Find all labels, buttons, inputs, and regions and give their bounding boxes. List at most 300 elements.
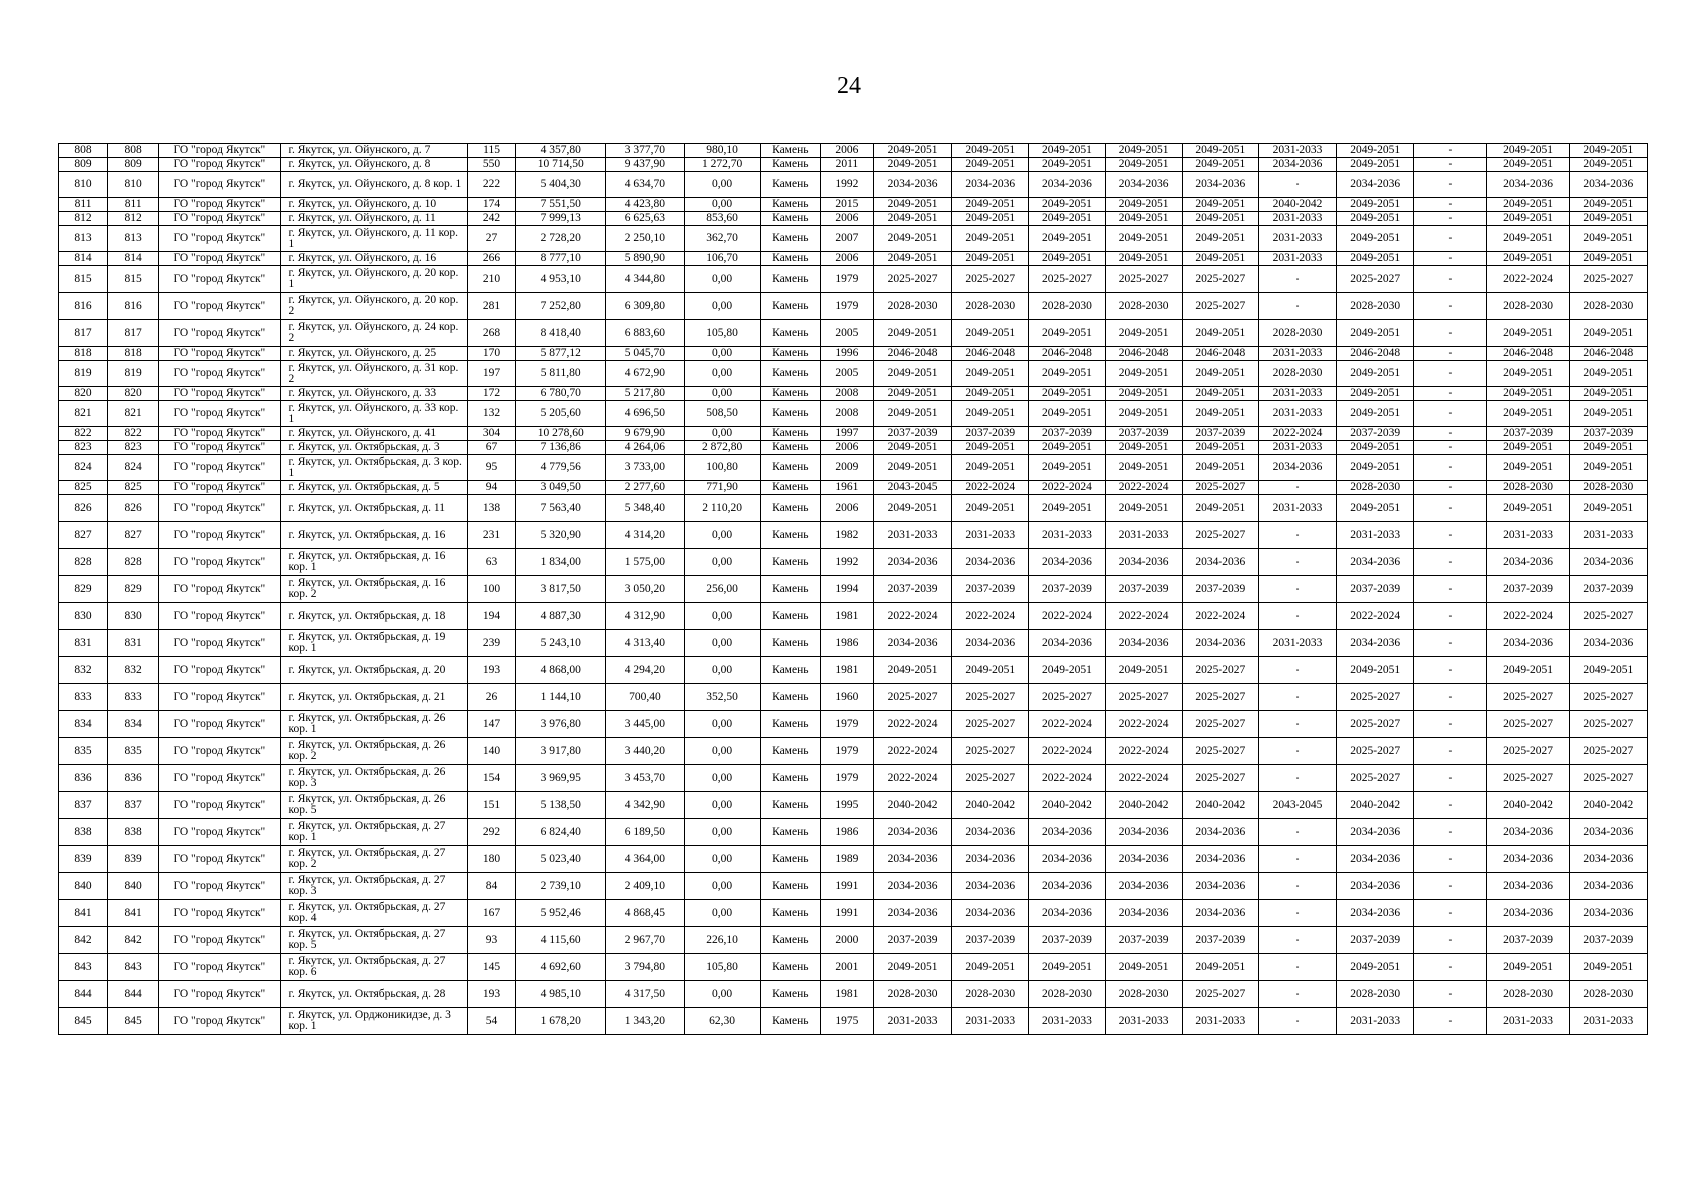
cell-year-built: 1979 bbox=[820, 738, 873, 765]
cell-period-3: 2025-2027 bbox=[1029, 266, 1105, 293]
cell-total-area: 4 115,60 bbox=[516, 927, 606, 954]
cell-living-area: 1 343,20 bbox=[606, 1008, 684, 1035]
cell-period-2: 2022-2024 bbox=[952, 481, 1029, 495]
cell-period-8: - bbox=[1414, 293, 1487, 320]
cell-period-4: 2049-2051 bbox=[1105, 320, 1182, 347]
cell-nonresidential-area: 508,50 bbox=[684, 401, 760, 427]
cell-period-2: 2034-2036 bbox=[952, 873, 1029, 900]
cell-residents: 140 bbox=[468, 738, 516, 765]
cell-period-7: 2025-2027 bbox=[1337, 684, 1414, 711]
cell-period-5: 2049-2051 bbox=[1182, 954, 1258, 981]
cell-period-9: 2037-2039 bbox=[1487, 576, 1569, 603]
cell-period-10: 2049-2051 bbox=[1569, 158, 1647, 172]
cell-period-7: 2025-2027 bbox=[1337, 738, 1414, 765]
table-row bbox=[59, 684, 1648, 711]
cell-address: г. Якутск, ул. Октябрьская, д. 27 кор. 1 bbox=[280, 819, 467, 846]
cell-period-5: 2049-2051 bbox=[1182, 252, 1258, 266]
cell-nonresidential-area: 226,10 bbox=[684, 927, 760, 954]
cell-period-2: 2034-2036 bbox=[952, 846, 1029, 873]
table-row bbox=[59, 387, 1648, 401]
cell-object-number: 837 bbox=[108, 792, 159, 819]
cell-period-6: - bbox=[1258, 481, 1336, 495]
cell-residents: 93 bbox=[468, 927, 516, 954]
cell-period-5: 2025-2027 bbox=[1182, 657, 1258, 684]
table-row bbox=[59, 657, 1648, 684]
cell-period-1: 2022-2024 bbox=[873, 603, 951, 630]
cell-year-built: 1991 bbox=[820, 900, 873, 927]
cell-nonresidential-area: 980,10 bbox=[684, 144, 760, 158]
cell-address: г. Якутск, ул. Октябрьская, д. 11 bbox=[280, 495, 467, 522]
cell-object-number: 844 bbox=[108, 981, 159, 1008]
cell-period-6: - bbox=[1258, 981, 1336, 1008]
cell-wall-material: Камень bbox=[760, 158, 820, 172]
cell-total-area: 7 999,13 bbox=[516, 212, 606, 226]
cell-address: г. Якутск, ул. Ойунского, д. 25 bbox=[280, 347, 467, 361]
cell-row-number: 842 bbox=[59, 927, 108, 954]
cell-object-number: 836 bbox=[108, 765, 159, 792]
table-row bbox=[59, 711, 1648, 738]
cell-row-number: 834 bbox=[59, 711, 108, 738]
cell-year-built: 2005 bbox=[820, 320, 873, 347]
cell-period-4: 2049-2051 bbox=[1105, 212, 1182, 226]
cell-period-2: 2025-2027 bbox=[952, 738, 1029, 765]
cell-address: г. Якутск, ул. Октябрьская, д. 26 кор. 2 bbox=[280, 738, 467, 765]
cell-total-area: 5 205,60 bbox=[516, 401, 606, 427]
cell-period-8: - bbox=[1414, 927, 1487, 954]
cell-period-3: 2049-2051 bbox=[1029, 361, 1105, 387]
cell-period-5: 2049-2051 bbox=[1182, 387, 1258, 401]
cell-period-1: 2022-2024 bbox=[873, 738, 951, 765]
cell-period-8: - bbox=[1414, 981, 1487, 1008]
table-row bbox=[59, 144, 1648, 158]
cell-period-4: 2049-2051 bbox=[1105, 361, 1182, 387]
table-row bbox=[59, 846, 1648, 873]
cell-period-1: 2049-2051 bbox=[873, 455, 951, 481]
cell-period-8: - bbox=[1414, 684, 1487, 711]
cell-year-built: 1975 bbox=[820, 1008, 873, 1035]
cell-period-9: 2040-2042 bbox=[1487, 792, 1569, 819]
cell-period-7: 2049-2051 bbox=[1337, 320, 1414, 347]
cell-residents: 167 bbox=[468, 900, 516, 927]
cell-period-4: 2034-2036 bbox=[1105, 549, 1182, 576]
cell-period-7: 2034-2036 bbox=[1337, 172, 1414, 198]
cell-residents: 54 bbox=[468, 1008, 516, 1035]
cell-period-7: 2028-2030 bbox=[1337, 981, 1414, 1008]
cell-period-8: - bbox=[1414, 495, 1487, 522]
cell-period-9: 2037-2039 bbox=[1487, 427, 1569, 441]
cell-period-1: 2046-2048 bbox=[873, 347, 951, 361]
cell-period-9: 2028-2030 bbox=[1487, 481, 1569, 495]
cell-period-6: 2031-2033 bbox=[1258, 401, 1336, 427]
cell-municipality: ГО "город Якутск" bbox=[159, 144, 280, 158]
cell-municipality: ГО "город Якутск" bbox=[159, 873, 280, 900]
cell-period-3: 2049-2051 bbox=[1029, 144, 1105, 158]
cell-address: г. Якутск, ул. Октябрьская, д. 27 кор. 4 bbox=[280, 900, 467, 927]
cell-period-3: 2040-2042 bbox=[1029, 792, 1105, 819]
cell-living-area: 4 364,00 bbox=[606, 846, 684, 873]
cell-period-2: 2040-2042 bbox=[952, 792, 1029, 819]
cell-period-9: 2034-2036 bbox=[1487, 873, 1569, 900]
cell-residents: 132 bbox=[468, 401, 516, 427]
cell-total-area: 5 877,12 bbox=[516, 347, 606, 361]
cell-period-8: - bbox=[1414, 549, 1487, 576]
cell-period-10: 2049-2051 bbox=[1569, 657, 1647, 684]
cell-period-7: 2031-2033 bbox=[1337, 1008, 1414, 1035]
cell-nonresidential-area: 0,00 bbox=[684, 172, 760, 198]
cell-period-5: 2049-2051 bbox=[1182, 320, 1258, 347]
cell-total-area: 3 817,50 bbox=[516, 576, 606, 603]
cell-municipality: ГО "город Якутск" bbox=[159, 549, 280, 576]
cell-period-8: - bbox=[1414, 320, 1487, 347]
cell-period-8: - bbox=[1414, 900, 1487, 927]
cell-address: г. Якутск, ул. Ойунского, д. 33 кор. 1 bbox=[280, 401, 467, 427]
cell-wall-material: Камень bbox=[760, 981, 820, 1008]
cell-period-4: 2049-2051 bbox=[1105, 657, 1182, 684]
cell-year-built: 2009 bbox=[820, 455, 873, 481]
cell-living-area: 4 314,20 bbox=[606, 522, 684, 549]
cell-row-number: 819 bbox=[59, 361, 108, 387]
cell-wall-material: Камень bbox=[760, 266, 820, 293]
cell-period-5: 2034-2036 bbox=[1182, 549, 1258, 576]
table-row bbox=[59, 481, 1648, 495]
cell-period-1: 2034-2036 bbox=[873, 873, 951, 900]
cell-residents: 304 bbox=[468, 427, 516, 441]
cell-address: г. Якутск, ул. Ойунского, д. 8 bbox=[280, 158, 467, 172]
cell-period-9: 2034-2036 bbox=[1487, 900, 1569, 927]
cell-period-4: 2049-2051 bbox=[1105, 226, 1182, 252]
cell-year-built: 1979 bbox=[820, 765, 873, 792]
cell-period-1: 2049-2051 bbox=[873, 657, 951, 684]
cell-year-built: 2015 bbox=[820, 198, 873, 212]
cell-nonresidential-area: 0,00 bbox=[684, 873, 760, 900]
cell-municipality: ГО "город Якутск" bbox=[159, 293, 280, 320]
cell-nonresidential-area: 0,00 bbox=[684, 427, 760, 441]
cell-period-7: 2049-2051 bbox=[1337, 158, 1414, 172]
table-row bbox=[59, 792, 1648, 819]
cell-period-4: 2049-2051 bbox=[1105, 954, 1182, 981]
cell-period-4: 2022-2024 bbox=[1105, 481, 1182, 495]
cell-period-10: 2046-2048 bbox=[1569, 347, 1647, 361]
cell-residents: 26 bbox=[468, 684, 516, 711]
cell-total-area: 7 252,80 bbox=[516, 293, 606, 320]
cell-period-4: 2040-2042 bbox=[1105, 792, 1182, 819]
cell-period-9: 2049-2051 bbox=[1487, 212, 1569, 226]
cell-period-10: 2034-2036 bbox=[1569, 873, 1647, 900]
cell-period-4: 2022-2024 bbox=[1105, 738, 1182, 765]
cell-period-9: 2049-2051 bbox=[1487, 158, 1569, 172]
cell-living-area: 3 794,80 bbox=[606, 954, 684, 981]
cell-total-area: 1 144,10 bbox=[516, 684, 606, 711]
cell-municipality: ГО "город Якутск" bbox=[159, 320, 280, 347]
cell-year-built: 1979 bbox=[820, 266, 873, 293]
cell-period-8: - bbox=[1414, 158, 1487, 172]
cell-period-5: 2034-2036 bbox=[1182, 172, 1258, 198]
cell-nonresidential-area: 0,00 bbox=[684, 293, 760, 320]
cell-row-number: 836 bbox=[59, 765, 108, 792]
cell-year-built: 1995 bbox=[820, 792, 873, 819]
cell-year-built: 2008 bbox=[820, 401, 873, 427]
cell-period-7: 2025-2027 bbox=[1337, 711, 1414, 738]
cell-period-6: - bbox=[1258, 1008, 1336, 1035]
cell-period-4: 2034-2036 bbox=[1105, 846, 1182, 873]
cell-residents: 63 bbox=[468, 549, 516, 576]
cell-period-5: 2049-2051 bbox=[1182, 361, 1258, 387]
cell-period-10: 2049-2051 bbox=[1569, 954, 1647, 981]
cell-period-1: 2034-2036 bbox=[873, 846, 951, 873]
cell-period-6: 2040-2042 bbox=[1258, 198, 1336, 212]
cell-living-area: 4 868,45 bbox=[606, 900, 684, 927]
cell-period-9: 2037-2039 bbox=[1487, 927, 1569, 954]
cell-municipality: ГО "город Якутск" bbox=[159, 427, 280, 441]
cell-municipality: ГО "город Якутск" bbox=[159, 684, 280, 711]
cell-total-area: 3 969,95 bbox=[516, 765, 606, 792]
cell-object-number: 832 bbox=[108, 657, 159, 684]
cell-period-10: 2025-2027 bbox=[1569, 738, 1647, 765]
cell-municipality: ГО "город Якутск" bbox=[159, 927, 280, 954]
cell-row-number: 827 bbox=[59, 522, 108, 549]
cell-period-5: 2049-2051 bbox=[1182, 495, 1258, 522]
cell-total-area: 4 985,10 bbox=[516, 981, 606, 1008]
cell-object-number: 812 bbox=[108, 212, 159, 226]
cell-period-10: 2031-2033 bbox=[1569, 522, 1647, 549]
cell-year-built: 1981 bbox=[820, 981, 873, 1008]
table-row bbox=[59, 172, 1648, 198]
cell-object-number: 827 bbox=[108, 522, 159, 549]
cell-period-4: 2037-2039 bbox=[1105, 927, 1182, 954]
cell-nonresidential-area: 853,60 bbox=[684, 212, 760, 226]
cell-period-2: 2028-2030 bbox=[952, 981, 1029, 1008]
cell-wall-material: Камень bbox=[760, 481, 820, 495]
cell-object-number: 830 bbox=[108, 603, 159, 630]
cell-total-area: 8 418,40 bbox=[516, 320, 606, 347]
cell-municipality: ГО "город Якутск" bbox=[159, 455, 280, 481]
cell-period-6: 2031-2033 bbox=[1258, 144, 1336, 158]
cell-period-8: - bbox=[1414, 603, 1487, 630]
cell-period-9: 2049-2051 bbox=[1487, 954, 1569, 981]
cell-period-8: - bbox=[1414, 1008, 1487, 1035]
cell-period-5: 2034-2036 bbox=[1182, 630, 1258, 657]
cell-address: г. Якутск, ул. Октябрьская, д. 19 кор. 1 bbox=[280, 630, 467, 657]
cell-period-3: 2037-2039 bbox=[1029, 927, 1105, 954]
cell-period-7: 2049-2051 bbox=[1337, 657, 1414, 684]
cell-row-number: 814 bbox=[59, 252, 108, 266]
cell-period-3: 2034-2036 bbox=[1029, 549, 1105, 576]
cell-address: г. Якутск, ул. Ойунского, д. 20 кор. 1 bbox=[280, 266, 467, 293]
cell-residents: 193 bbox=[468, 657, 516, 684]
cell-address: г. Якутск, ул. Октябрьская, д. 16 bbox=[280, 522, 467, 549]
cell-period-9: 2049-2051 bbox=[1487, 657, 1569, 684]
cell-address: г. Якутск, ул. Октябрьская, д. 27 кор. 2 bbox=[280, 846, 467, 873]
cell-object-number: 811 bbox=[108, 198, 159, 212]
cell-row-number: 809 bbox=[59, 158, 108, 172]
cell-municipality: ГО "город Якутск" bbox=[159, 657, 280, 684]
table-row bbox=[59, 401, 1648, 427]
cell-period-7: 2037-2039 bbox=[1337, 927, 1414, 954]
cell-row-number: 826 bbox=[59, 495, 108, 522]
cell-period-1: 2037-2039 bbox=[873, 576, 951, 603]
cell-period-2: 2049-2051 bbox=[952, 252, 1029, 266]
cell-year-built: 1981 bbox=[820, 603, 873, 630]
cell-total-area: 10 278,60 bbox=[516, 427, 606, 441]
cell-object-number: 823 bbox=[108, 441, 159, 455]
cell-address: г. Якутск, ул. Октябрьская, д. 20 bbox=[280, 657, 467, 684]
cell-year-built: 2005 bbox=[820, 361, 873, 387]
cell-period-7: 2034-2036 bbox=[1337, 819, 1414, 846]
cell-nonresidential-area: 0,00 bbox=[684, 981, 760, 1008]
cell-living-area: 6 309,80 bbox=[606, 293, 684, 320]
cell-municipality: ГО "город Якутск" bbox=[159, 792, 280, 819]
cell-year-built: 1981 bbox=[820, 657, 873, 684]
cell-living-area: 9 679,90 bbox=[606, 427, 684, 441]
cell-period-1: 2049-2051 bbox=[873, 401, 951, 427]
cell-period-1: 2028-2030 bbox=[873, 293, 951, 320]
cell-period-5: 2037-2039 bbox=[1182, 427, 1258, 441]
cell-row-number: 825 bbox=[59, 481, 108, 495]
cell-row-number: 818 bbox=[59, 347, 108, 361]
cell-period-10: 2025-2027 bbox=[1569, 266, 1647, 293]
cell-period-10: 2031-2033 bbox=[1569, 1008, 1647, 1035]
cell-period-5: 2049-2051 bbox=[1182, 198, 1258, 212]
cell-period-9: 2025-2027 bbox=[1487, 711, 1569, 738]
cell-period-10: 2025-2027 bbox=[1569, 684, 1647, 711]
cell-municipality: ГО "город Якутск" bbox=[159, 981, 280, 1008]
cell-period-3: 2037-2039 bbox=[1029, 427, 1105, 441]
cell-period-5: 2049-2051 bbox=[1182, 212, 1258, 226]
cell-living-area: 700,40 bbox=[606, 684, 684, 711]
cell-wall-material: Камень bbox=[760, 738, 820, 765]
cell-period-6: 2031-2033 bbox=[1258, 441, 1336, 455]
cell-living-area: 4 634,70 bbox=[606, 172, 684, 198]
cell-residents: 266 bbox=[468, 252, 516, 266]
table-row bbox=[59, 738, 1648, 765]
cell-period-9: 2028-2030 bbox=[1487, 981, 1569, 1008]
cell-period-3: 2049-2051 bbox=[1029, 495, 1105, 522]
cell-year-built: 2001 bbox=[820, 954, 873, 981]
cell-period-5: 2025-2027 bbox=[1182, 522, 1258, 549]
cell-period-5: 2025-2027 bbox=[1182, 738, 1258, 765]
cell-object-number: 818 bbox=[108, 347, 159, 361]
cell-total-area: 4 887,30 bbox=[516, 603, 606, 630]
cell-residents: 550 bbox=[468, 158, 516, 172]
cell-period-5: 2034-2036 bbox=[1182, 900, 1258, 927]
cell-nonresidential-area: 0,00 bbox=[684, 711, 760, 738]
cell-object-number: 843 bbox=[108, 954, 159, 981]
cell-object-number: 820 bbox=[108, 387, 159, 401]
cell-period-8: - bbox=[1414, 198, 1487, 212]
cell-wall-material: Камень bbox=[760, 441, 820, 455]
cell-period-8: - bbox=[1414, 576, 1487, 603]
cell-residents: 147 bbox=[468, 711, 516, 738]
cell-nonresidential-area: 0,00 bbox=[684, 522, 760, 549]
cell-period-1: 2034-2036 bbox=[873, 549, 951, 576]
table-row bbox=[59, 158, 1648, 172]
cell-period-10: 2034-2036 bbox=[1569, 549, 1647, 576]
table-row bbox=[59, 441, 1648, 455]
cell-period-10: 2040-2042 bbox=[1569, 792, 1647, 819]
cell-object-number: 822 bbox=[108, 427, 159, 441]
cell-address: г. Якутск, ул. Октябрьская, д. 26 кор. 1 bbox=[280, 711, 467, 738]
cell-period-1: 2034-2036 bbox=[873, 630, 951, 657]
cell-period-7: 2028-2030 bbox=[1337, 293, 1414, 320]
cell-address: г. Якутск, ул. Октябрьская, д. 28 bbox=[280, 981, 467, 1008]
cell-period-6: 2031-2033 bbox=[1258, 212, 1336, 226]
cell-municipality: ГО "город Якутск" bbox=[159, 198, 280, 212]
cell-residents: 27 bbox=[468, 226, 516, 252]
cell-period-4: 2034-2036 bbox=[1105, 172, 1182, 198]
cell-object-number: 834 bbox=[108, 711, 159, 738]
cell-address: г. Якутск, ул. Ойунского, д. 11 кор. 1 bbox=[280, 226, 467, 252]
cell-period-4: 2022-2024 bbox=[1105, 711, 1182, 738]
cell-period-3: 2031-2033 bbox=[1029, 1008, 1105, 1035]
cell-period-2: 2034-2036 bbox=[952, 819, 1029, 846]
cell-period-9: 2025-2027 bbox=[1487, 738, 1569, 765]
cell-period-7: 2037-2039 bbox=[1337, 576, 1414, 603]
cell-total-area: 1 678,20 bbox=[516, 1008, 606, 1035]
cell-period-3: 2022-2024 bbox=[1029, 481, 1105, 495]
cell-period-10: 2049-2051 bbox=[1569, 252, 1647, 266]
cell-period-9: 2049-2051 bbox=[1487, 320, 1569, 347]
cell-residents: 94 bbox=[468, 481, 516, 495]
cell-period-10: 2037-2039 bbox=[1569, 927, 1647, 954]
cell-period-4: 2049-2051 bbox=[1105, 387, 1182, 401]
cell-period-3: 2049-2051 bbox=[1029, 441, 1105, 455]
cell-municipality: ГО "город Якутск" bbox=[159, 900, 280, 927]
cell-living-area: 5 045,70 bbox=[606, 347, 684, 361]
cell-period-3: 2034-2036 bbox=[1029, 900, 1105, 927]
cell-residents: 180 bbox=[468, 846, 516, 873]
cell-period-10: 2049-2051 bbox=[1569, 212, 1647, 226]
cell-municipality: ГО "город Якутск" bbox=[159, 711, 280, 738]
cell-living-area: 2 277,60 bbox=[606, 481, 684, 495]
cell-living-area: 3 453,70 bbox=[606, 765, 684, 792]
cell-row-number: 832 bbox=[59, 657, 108, 684]
cell-year-built: 2008 bbox=[820, 387, 873, 401]
cell-period-4: 2028-2030 bbox=[1105, 293, 1182, 320]
cell-period-2: 2049-2051 bbox=[952, 226, 1029, 252]
cell-row-number: 833 bbox=[59, 684, 108, 711]
cell-object-number: 826 bbox=[108, 495, 159, 522]
cell-nonresidential-area: 771,90 bbox=[684, 481, 760, 495]
cell-nonresidential-area: 0,00 bbox=[684, 347, 760, 361]
cell-period-1: 2037-2039 bbox=[873, 427, 951, 441]
cell-residents: 242 bbox=[468, 212, 516, 226]
table-row bbox=[59, 549, 1648, 576]
cell-period-5: 2040-2042 bbox=[1182, 792, 1258, 819]
table-row bbox=[59, 212, 1648, 226]
cell-address: г. Якутск, ул. Ойунского, д. 7 bbox=[280, 144, 467, 158]
cell-nonresidential-area: 0,00 bbox=[684, 846, 760, 873]
cell-period-7: 2022-2024 bbox=[1337, 603, 1414, 630]
cell-nonresidential-area: 0,00 bbox=[684, 657, 760, 684]
cell-total-area: 5 404,30 bbox=[516, 172, 606, 198]
cell-period-2: 2025-2027 bbox=[952, 684, 1029, 711]
cell-period-9: 2049-2051 bbox=[1487, 226, 1569, 252]
cell-object-number: 829 bbox=[108, 576, 159, 603]
cell-total-area: 10 714,50 bbox=[516, 158, 606, 172]
cell-period-8: - bbox=[1414, 522, 1487, 549]
cell-year-built: 2006 bbox=[820, 212, 873, 226]
cell-object-number: 816 bbox=[108, 293, 159, 320]
table-row bbox=[59, 576, 1648, 603]
cell-address: г. Якутск, ул. Октябрьская, д. 26 кор. 5 bbox=[280, 792, 467, 819]
cell-period-4: 2049-2051 bbox=[1105, 401, 1182, 427]
cell-period-7: 2025-2027 bbox=[1337, 765, 1414, 792]
cell-period-7: 2031-2033 bbox=[1337, 522, 1414, 549]
cell-period-7: 2049-2051 bbox=[1337, 144, 1414, 158]
cell-total-area: 2 739,10 bbox=[516, 873, 606, 900]
cell-period-1: 2031-2033 bbox=[873, 522, 951, 549]
table-row bbox=[59, 819, 1648, 846]
